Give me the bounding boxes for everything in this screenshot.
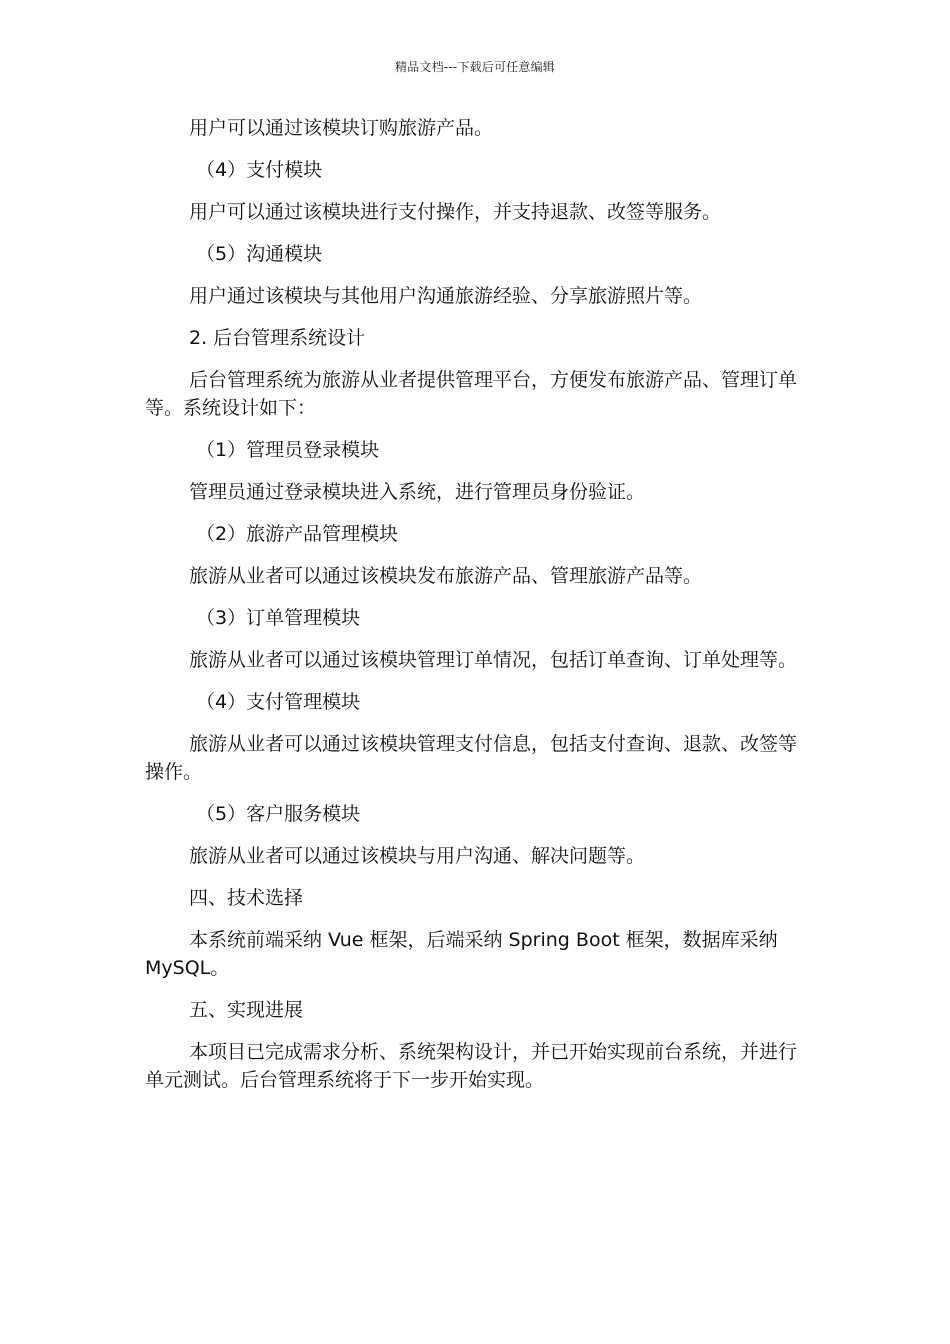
item-payment-management-module: （4）支付管理模块 [196, 691, 361, 713]
paragraph-customer-service-desc: 旅游从业者可以通过该模块与用户沟通、解决问题等。 [189, 845, 646, 867]
item-order-management-module: （3）订单管理模块 [196, 607, 361, 629]
item-payment-module: （4）支付模块 [196, 159, 323, 181]
paragraph-product-management-desc: 旅游从业者可以通过该模块发布旅游产品、管理旅游产品等。 [189, 565, 703, 587]
item-admin-login-module: （1）管理员登录模块 [196, 439, 380, 461]
paragraph-payment-management-desc: 旅游从业者可以通过该模块管理支付信息，包括支付查询、退款、改签等操作。 [145, 733, 798, 783]
paragraph-backend-intro: 后台管理系统为旅游从业者提供管理平台，方便发布旅游产品、管理订单等。系统设计如下： [145, 369, 798, 419]
item-communication-module: （5）沟通模块 [196, 243, 323, 265]
paragraph-progress-desc: 本项目已完成需求分析、系统架构设计，并已开始实现前台系统，并进行单元测试。后台管理系统将于下一步开始实现。 [145, 1041, 798, 1091]
item-product-management-module: （2）旅游产品管理模块 [196, 523, 399, 545]
paragraph-order-management-desc: 旅游从业者可以通过该模块管理订单情况，包括订单查询、订单处理等。 [189, 649, 798, 671]
page-header: 精品文档---下载后可任意编辑 [395, 60, 555, 74]
heading-progress: 五、实现进展 [189, 999, 304, 1021]
item-customer-service-module: （5）客户服务模块 [196, 803, 361, 825]
heading-backend-design: 2. 后台管理系统设计 [189, 327, 366, 349]
paragraph-admin-login-desc: 管理员通过登录模块进入系统，进行管理员身份验证。 [189, 481, 646, 503]
document-body [145, 114, 805, 1108]
paragraph-communication-module-desc: 用户通过该模块与其他用户沟通旅游经验、分享旅游照片等。 [189, 285, 703, 307]
paragraph-payment-module-desc: 用户可以通过该模块进行支付操作，并支持退款、改签等服务。 [189, 201, 722, 223]
heading-tech-selection: 四、技术选择 [189, 887, 304, 909]
paragraph-tech-selection-desc: 本系统前端采纳 Vue 框架，后端采纳 Spring Boot 框架，数据库采纳 MySQL。 [145, 929, 778, 979]
paragraph-order-module-desc: 用户可以通过该模块订购旅游产品。 [189, 117, 494, 139]
